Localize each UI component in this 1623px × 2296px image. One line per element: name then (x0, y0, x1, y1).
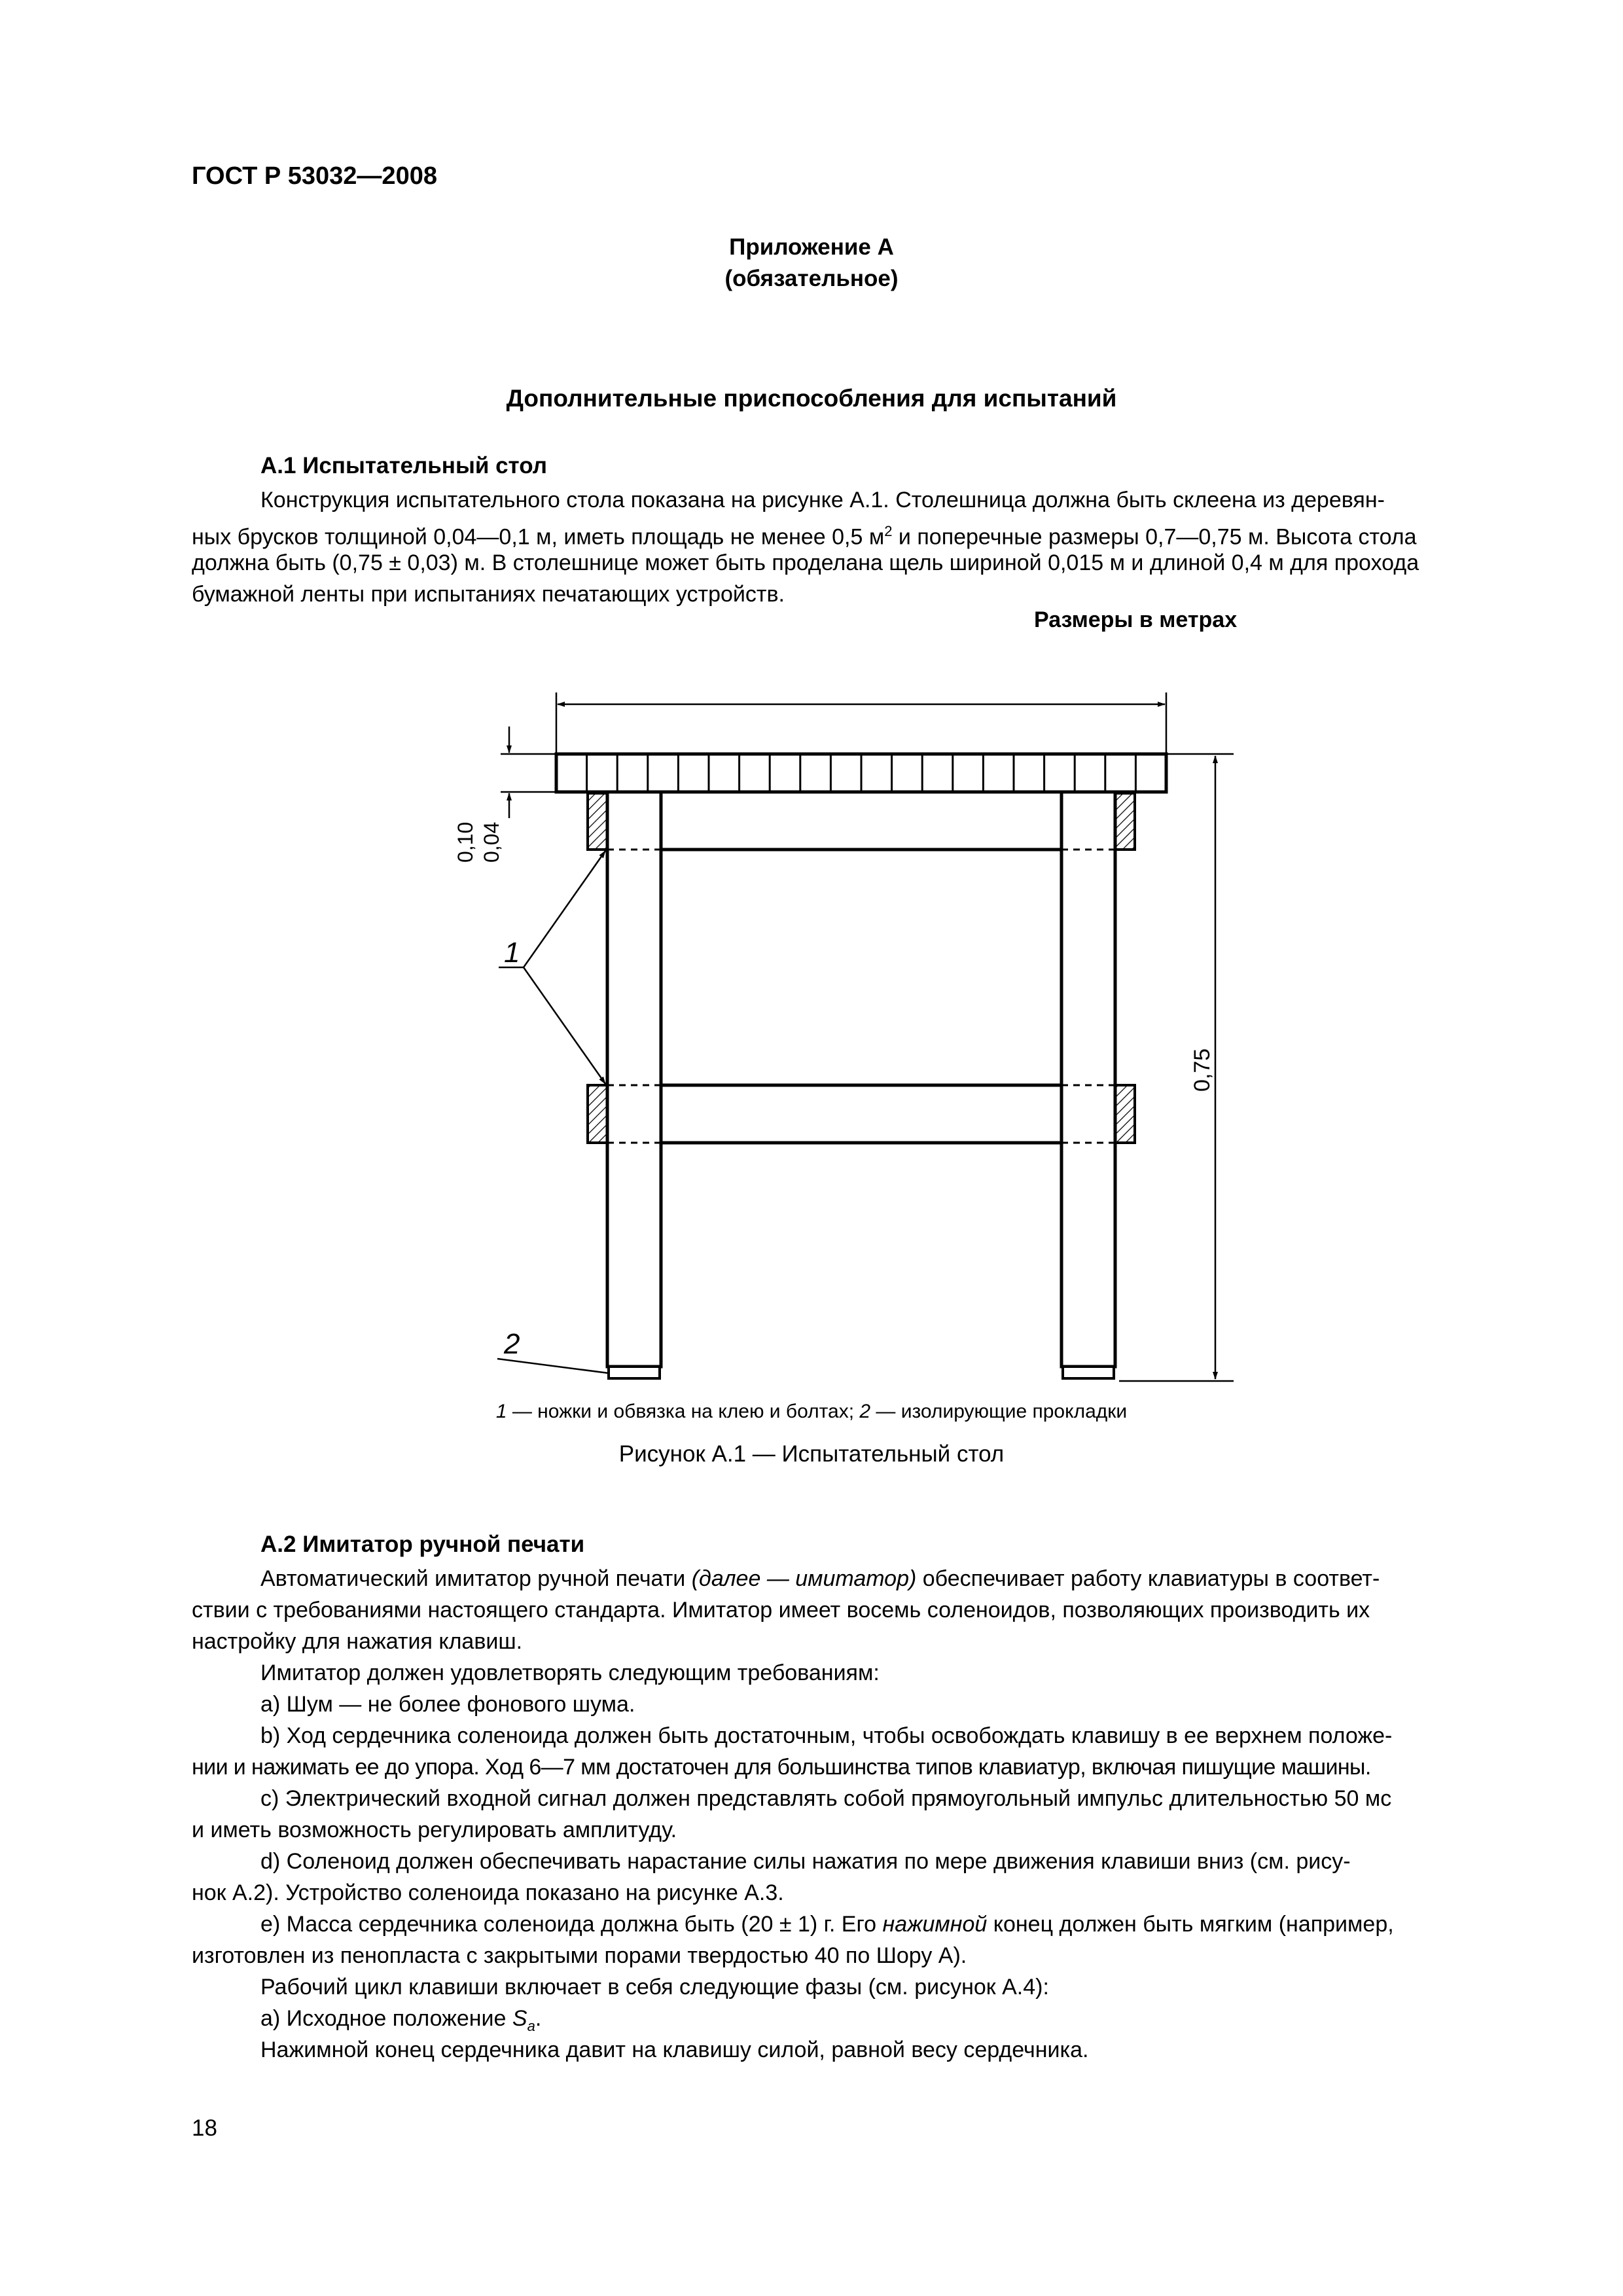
a2-intro-1: Автоматический имитатор ручной печати (260, 1566, 692, 1591)
appendix-status: (обязательное) (724, 266, 899, 291)
pad-left (609, 1367, 660, 1378)
a1-line-3: должна быть (0,75 ± 0,03) м. В столешнице может быть проделана щель шириной 0,015 м и длиной 0,4 м для прохода (192, 550, 1419, 575)
pad-right (1063, 1367, 1114, 1378)
dim-top-inner: 0,04 (480, 821, 503, 863)
appendix-name: Приложение А (729, 234, 894, 260)
section-title: Дополнительные приспособления для испытаний (506, 385, 1117, 412)
legend-2-num: 2 (859, 1401, 871, 1422)
a2-item-e-1 (260, 1909, 1394, 1940)
leg-right (1061, 792, 1115, 1367)
a2-item-c-1: c) Электрический входной сигнал должен представлять собой прямоугольный импульс длительностью 50 мс (260, 1786, 1392, 1811)
a2-phase-a-sub: a (527, 2017, 535, 2034)
dimensions-note: Размеры в метрах (1034, 607, 1238, 632)
a2-intro-italic: (далее — имитатор) (691, 1566, 917, 1591)
leg-left (607, 792, 661, 1367)
a1-line-1: Конструкция испытательного стола показана на рисунке А.1. Столешница должна быть склеена из деревян- (260, 488, 1385, 512)
a2-line-3: настройку для нажатия клавиш. (192, 1629, 523, 1654)
dim-height: 0,75 (1190, 1048, 1215, 1092)
superscript: 2 (884, 523, 893, 539)
a1-heading: А.1 Испытательный стол (260, 453, 547, 478)
a2-last: Нажимной конец сердечника давит на клавишу силой, равной весу сердечника. (260, 2037, 1089, 2062)
a1-line-4: бумажной ленты при испытаниях печатающих устройств. (192, 582, 785, 607)
a1-line-2-text: ных брусков толщиной 0,04—0,1 м, иметь площадь не менее 0,5 м (192, 524, 885, 550)
a2-item-c-2: и иметь возможность регулировать амплитуду. (192, 1818, 677, 1842)
a2-line-2: ствии с требованиями настоящего стандарта. Имитатор имеет восемь соленоидов, позволяющих производить их (192, 1598, 1370, 1623)
a2-req-intro: Имитатор должен удовлетворять следующим требованиям: (260, 1660, 880, 1685)
dim-top-outer: 0,10 (454, 821, 477, 863)
document-header: ГОСТ Р 53032—2008 (192, 162, 437, 190)
a2-item-a: a) Шум — не более фонового шума. (260, 1692, 635, 1717)
a2-heading: А.2 Имитатор ручной печати (260, 1532, 585, 1557)
a1-line-2-rest: и поперечные размеры 0,7—0,75 м. Высота стола (892, 524, 1417, 550)
a2-phase-a-end: . (535, 2006, 542, 2031)
a2-intro (260, 1563, 1380, 1594)
a2-item-e-1a: e) Масса сердечника соленоида должна быть (20 ± 1) г. Его (260, 1912, 883, 1937)
callout-1: 1 (504, 937, 520, 969)
page-number: 18 (192, 2115, 217, 2141)
lower-rail (661, 1085, 1061, 1143)
legend-2-text: — изолирующие прокладки (870, 1401, 1128, 1422)
figure-legend (0, 1401, 1623, 1423)
a2-item-d-1: d) Соленоид должен обеспечивать нарастание силы нажатия по мере движения клавиши вниз (см. рису- (260, 1849, 1351, 1874)
upper-rail (661, 792, 1061, 850)
legend-1-num: 1 (495, 1401, 507, 1422)
a2-item-d-2: нок А.2). Устройство соленоида показано на рисунке А.3. (192, 1880, 784, 1905)
a2-phase-a-text: a) Исходное положение (260, 2006, 512, 2031)
legend-1-text: — ножки и обвязка на клею и болтах; (507, 1401, 860, 1422)
a2-intro-2: обеспечивает работу клавиатуры в соответ- (916, 1566, 1380, 1591)
callout-2: 2 (504, 1328, 520, 1360)
a2-item-b-2: нии и нажимать ее до упора. Ход 6—7 мм достаточен для большинства типов клавиатур, включая пишущие машины. (192, 1755, 1371, 1780)
a2-phase-a-sym: S (512, 2006, 527, 2031)
a2-cycle: Рабочий цикл клавиши включает в себя следующие фазы (см. рисунок А.4): (260, 1975, 1049, 2000)
a2-item-e-2: изготовлен из пенопласта с закрытыми порами твердостью 40 по Шору А). (192, 1943, 967, 1968)
a2-item-e-1i: нажимной (882, 1912, 988, 1937)
a2-item-b-1: b) Ход сердечника соленоида должен быть достаточным, чтобы освобождать клавишу в ее верхнем положе- (260, 1723, 1393, 1748)
figure-caption: Рисунок А.1 — Испытательный стол (618, 1441, 1005, 1467)
a2-item-e-1b: конец должен быть мягким (например, (987, 1912, 1394, 1937)
